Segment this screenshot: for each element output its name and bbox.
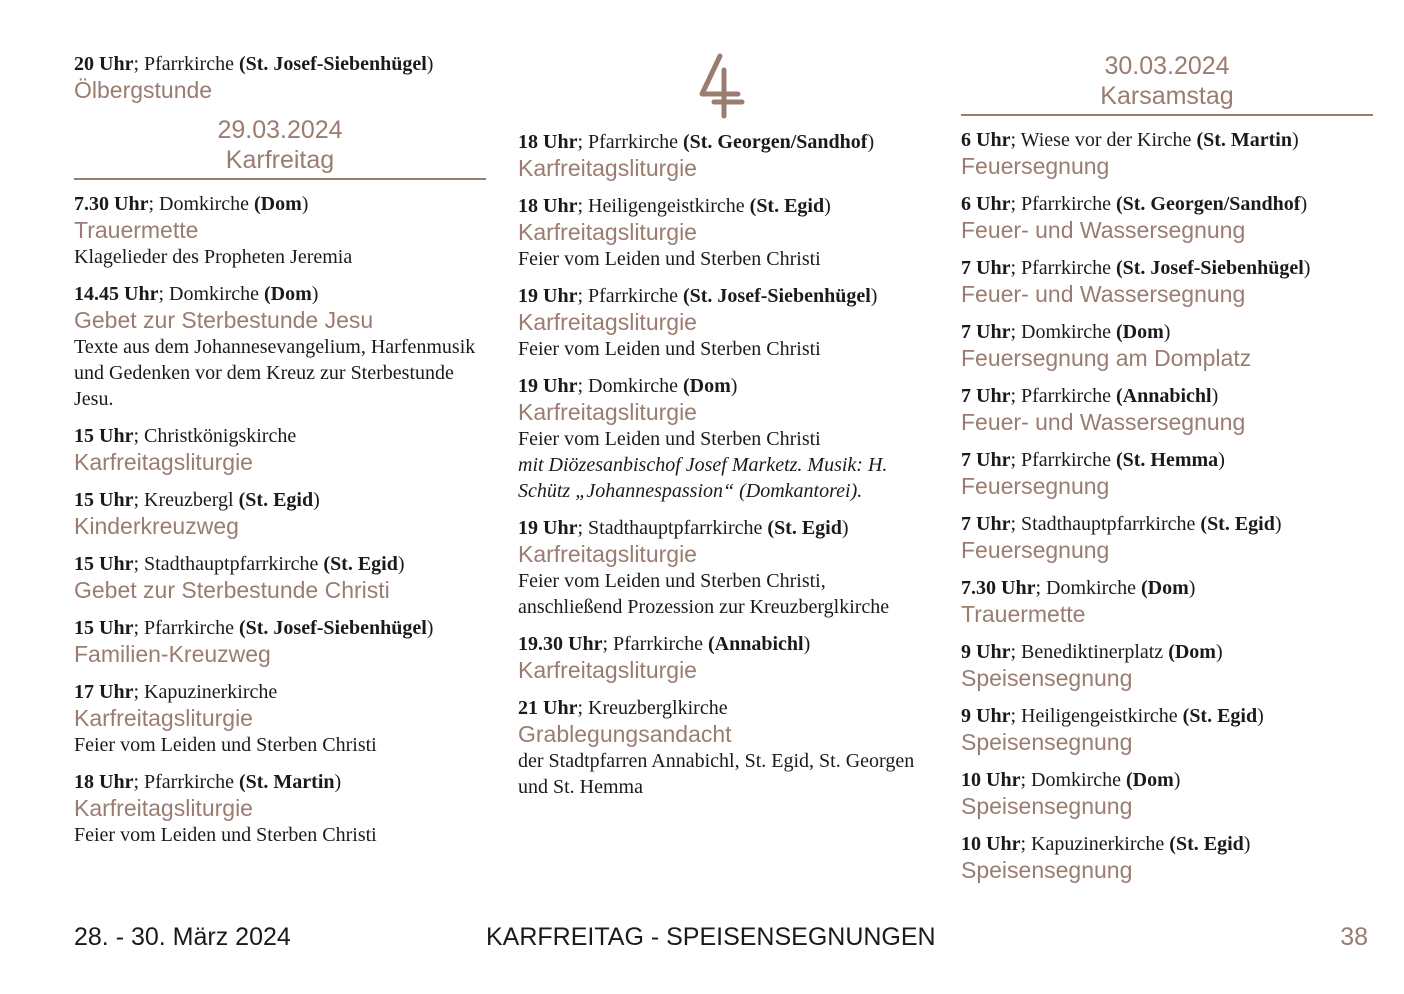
time-line: 7 Uhr; Stadthauptpfarrkirche (St. Egid) [961,513,1282,535]
event-parish: (St. Georgen/Sandhof [1115,193,1301,215]
column-karsamstag [961,52,1373,896]
event-time: 7 Uhr [961,513,1011,535]
event-parish: (St. Josef-Siebenhügel [238,617,427,639]
event-time: 7 Uhr [961,257,1011,279]
time-line: 18 Uhr; Pfarrkirche (St. Georgen/Sandhof) [518,131,875,153]
day-header-karfreitag [74,116,486,176]
event-place: Heiligengeistkirche [588,195,745,217]
event-place: Pfarrkirche [1021,449,1111,471]
time-line: 15 Uhr; Stadthauptpfarrkirche (St. Egid) [74,553,405,575]
time-line: 15 Uhr; Christkönigskirche [74,425,297,447]
event-note: mit Diözesanbischof Josef Marketz. Musik: H. Schütz „Johannespassion“ (Domkantorei). [518,454,888,502]
time-line: 6 Uhr; Pfarrkirche (St. Georgen/Sandhof) [961,193,1308,215]
event-place: Kapuzinerkirche [1031,833,1165,855]
event-time: 6 Uhr [961,129,1011,151]
column-karfreitag [74,52,486,860]
event-parish: (St. Josef-Siebenhügel [1115,257,1304,279]
event-parish: (St. Hemma [1115,449,1219,471]
event-description: Feier vom Leiden und Sterben Christi, anschließend Prozession zur Kreuzberglkirche [518,570,890,618]
event-title: Feuersegnung [961,153,1110,179]
event-place: Benediktinerplatz [1021,641,1164,663]
event-parish: (St. Egid [1182,705,1258,727]
event-parish: (Dom [1116,321,1164,343]
event-title: Karfreitagsliturgie [74,449,253,475]
time-line: 7 Uhr; Pfarrkirche (Annabichl) [961,385,1219,407]
schedule-entry [961,832,1373,884]
event-title: Speisensegnung [961,729,1133,755]
day-header-karsamstag [961,52,1373,112]
day-divider [961,114,1373,116]
entry-list [961,128,1373,884]
event-place: Kreuzbergl [144,489,234,511]
event-title: Karfreitagsliturgie [518,309,697,335]
event-place: Domkirche [1021,321,1111,343]
event-title: Grablegungsandacht [518,721,732,747]
event-parish: (St. Egid [238,489,314,511]
schedule-entry [961,256,1373,308]
time-line: 10 Uhr; Kapuzinerkirche (St. Egid) [961,833,1251,855]
event-description: Feier vom Leiden und Sterben Christi [518,428,821,450]
column-karfreitag-evening [518,130,930,812]
time-line: 20 Uhr; Pfarrkirche (St. Josef-Siebenhügel) [74,53,434,75]
day-name: Karsamstag [1100,82,1234,110]
event-place: Pfarrkirche [144,771,234,793]
event-parish: (Dom [1168,641,1216,663]
event-title: Karfreitagsliturgie [518,219,697,245]
entry-list [74,192,486,848]
event-title: Karfreitagsliturgie [74,795,253,821]
event-place: Pfarrkirche [588,285,678,307]
event-time: 7 Uhr [961,321,1011,343]
time-line: 21 Uhr; Kreuzberglkirche [518,697,728,719]
time-line: 10 Uhr; Domkirche (Dom) [961,769,1181,791]
schedule-entry [961,768,1373,820]
event-place: Domkirche [588,375,678,397]
event-time: 10 Uhr [961,833,1021,855]
event-place: Pfarrkirche [144,617,234,639]
time-line: 17 Uhr; Kapuzinerkirche [74,681,278,703]
event-parish: (St. Egid [1200,513,1275,535]
event-place: Kreuzberglkirche [588,697,728,719]
event-time: 7.30 Uhr [74,193,149,215]
event-title: Speisensegnung [961,857,1133,883]
event-parish: (Annabichl [1115,385,1212,407]
event-place: Domkirche [169,283,259,305]
event-place: Pfarrkirche [1021,193,1111,215]
event-time: 15 Uhr [74,425,134,447]
event-description: Feier vom Leiden und Sterben Christi [74,734,377,756]
event-description: Klagelieder des Propheten Jeremia [74,246,353,268]
time-line: 7 Uhr; Pfarrkirche (St. Josef-Siebenhügel) [961,257,1311,279]
event-time: 10 Uhr [961,769,1021,791]
schedule-entry [74,552,486,604]
event-title: Feuersegnung am Domplatz [961,345,1252,371]
event-time: 19 Uhr [518,285,578,307]
event-description: Feier vom Leiden und Sterben Christi [74,824,377,846]
schedule-entry [74,488,486,540]
event-time: 19 Uhr [518,375,578,397]
event-parish: (Dom [254,193,302,215]
event-parish: (St. Martin [238,771,335,793]
event-place: Domkirche [1046,577,1136,599]
time-line: 7.30 Uhr; Domkirche (Dom) [74,193,309,215]
schedule-entry [74,616,486,668]
event-time: 15 Uhr [74,553,134,575]
event-place: Stadthauptpfarrkirche [588,517,763,539]
event-parish: (St. Egid [749,195,825,217]
event-time: 7.30 Uhr [961,577,1036,599]
schedule-entry [961,576,1373,628]
schedule-entry [961,384,1373,436]
event-place: Christkönigskirche [144,425,297,447]
event-parish: (Dom [264,283,312,305]
event-place: Kapuzinerkirche [144,681,278,703]
event-title: Kinderkreuzweg [74,513,239,539]
footer-dates: 28. - 30. März 2024 [74,923,291,951]
event-place: Domkirche [1031,769,1121,791]
event-title: Feuer- und Wassersegnung [961,217,1246,243]
event-parish: (Dom [1126,769,1174,791]
event-time: 7 Uhr [961,449,1011,471]
day-name: Karfreitag [225,146,335,174]
time-line: 19.30 Uhr; Pfarrkirche (Annabichl) [518,633,811,655]
page-number: 38 [1340,923,1368,951]
time-line: 7 Uhr; Domkirche (Dom) [961,321,1171,343]
event-description: Feier vom Leiden und Sterben Christi [518,248,821,270]
event-time: 6 Uhr [961,193,1011,215]
event-parish: (St. Egid [323,553,398,575]
schedule-entry [518,696,930,800]
schedule-entry [518,516,930,620]
event-place: Pfarrkirche [588,131,678,153]
event-title: Feuer- und Wassersegnung [961,281,1246,307]
event-parish: (Dom [683,375,731,397]
schedule-entry [518,632,930,684]
event-title: Gebet zur Sterbestunde Jesu [74,307,374,333]
event-parish: (St. Georgen/Sandhof [682,131,868,153]
diocese-cross-logo-icon [690,52,754,120]
schedule-entry [961,320,1373,372]
footer-section-title: KARFREITAG - SPEISENSEGNUNGEN [486,923,936,951]
time-line: 19 Uhr; Pfarrkirche (St. Josef-Siebenhügel) [518,285,878,307]
schedule-entry [518,374,930,504]
event-title: Familien-Kreuzweg [74,641,271,667]
entry-list [518,130,930,800]
time-line: 7.30 Uhr; Domkirche (Dom) [961,577,1196,599]
time-line: 15 Uhr; Kreuzbergl (St. Egid) [74,489,320,511]
event-title: Speisensegnung [961,665,1133,691]
event-time: 19 Uhr [518,517,578,539]
schedule-entry [518,194,930,272]
event-time: 21 Uhr [518,697,578,719]
time-line: 18 Uhr; Pfarrkirche (St. Martin) [74,771,342,793]
event-time: 18 Uhr [74,771,134,793]
time-line: 19 Uhr; Domkirche (Dom) [518,375,738,397]
schedule-entry [518,130,930,182]
event-time: 14.45 Uhr [74,283,159,305]
event-title: Feuersegnung [961,473,1110,499]
event-time: 15 Uhr [74,617,134,639]
event-title: Karfreitagsliturgie [518,657,697,683]
event-title: Feuersegnung [961,537,1110,563]
event-time: 7 Uhr [961,385,1011,407]
event-place: Heiligengeistkirche [1021,705,1178,727]
event-description: Texte aus dem Johannesevangelium, Harfenmusik und Gedenken vor dem Kreuz zur Sterbestunde Jesu. [74,336,476,410]
event-title: Trauermette [74,217,199,243]
event-time: 9 Uhr [961,705,1011,727]
event-parish: (St. Egid [767,517,842,539]
event-place: Pfarrkirche [1021,257,1111,279]
schedule-entry [74,192,486,270]
event-time: 18 Uhr [518,131,578,153]
event-place: Pfarrkirche [1021,385,1111,407]
event-title: Karfreitagsliturgie [518,155,697,181]
event-title: Trauermette [961,601,1086,627]
entry-top [74,52,486,104]
event-place: Stadthauptpfarrkirche [144,553,319,575]
event-parish: (Annabichl [707,633,804,655]
schedule-entry [961,704,1373,756]
event-place: Wiese vor der Kirche [1020,129,1192,151]
event-parish: (St. Martin [1196,129,1292,151]
time-line: 15 Uhr; Pfarrkirche (St. Josef-Siebenhügel) [74,617,434,639]
day-divider [74,178,486,180]
event-place: Domkirche [159,193,249,215]
schedule-entry [961,192,1373,244]
time-line: 7 Uhr; Pfarrkirche (St. Hemma) [961,449,1225,471]
time-line: 18 Uhr; Heiligengeistkirche (St. Egid) [518,195,831,217]
event-time: 17 Uhr [74,681,134,703]
event-parish: (St. Egid [1169,833,1244,855]
schedule-entry [961,128,1373,180]
event-time: 18 Uhr [518,195,578,217]
event-title: Speisensegnung [961,793,1133,819]
schedule-entry [961,448,1373,500]
day-date: 29.03.2024 [217,116,343,144]
time-line: 14.45 Uhr; Domkirche (Dom) [74,283,319,305]
time-line: 9 Uhr; Benediktinerplatz (Dom) [961,641,1223,663]
event-place: Stadthauptpfarrkirche [1021,513,1196,535]
schedule-entry [74,282,486,412]
time-line: 19 Uhr; Stadthauptpfarrkirche (St. Egid) [518,517,849,539]
event-title: Karfreitagsliturgie [74,705,253,731]
event-title: Ölbergstunde [74,77,213,103]
day-date: 30.03.2024 [1104,52,1230,80]
schedule-entry [961,512,1373,564]
event-time: 15 Uhr [74,489,134,511]
schedule-entry [961,640,1373,692]
time-line: 6 Uhr; Wiese vor der Kirche (St. Martin) [961,129,1299,151]
event-title: Gebet zur Sterbestunde Christi [74,577,390,603]
event-parish: (Dom [1141,577,1189,599]
schedule-entry [74,680,486,758]
event-parish: (St. Josef-Siebenhügel [682,285,871,307]
event-description: Feier vom Leiden und Sterben Christi [518,338,821,360]
schedule-entry [74,770,486,848]
time-line: 9 Uhr; Heiligengeistkirche (St. Egid) [961,705,1264,727]
event-place: Pfarrkirche [613,633,703,655]
event-title: Karfreitagsliturgie [518,399,697,425]
event-time: 19.30 Uhr [518,633,603,655]
event-time: 9 Uhr [961,641,1011,663]
schedule-entry [74,424,486,476]
event-description: der Stadtpfarren Annabichl, St. Egid, St. Georgen und St. Hemma [518,750,915,798]
event-title: Feuer- und Wassersegnung [961,409,1246,435]
event-title: Karfreitagsliturgie [518,541,697,567]
schedule-entry [518,284,930,362]
